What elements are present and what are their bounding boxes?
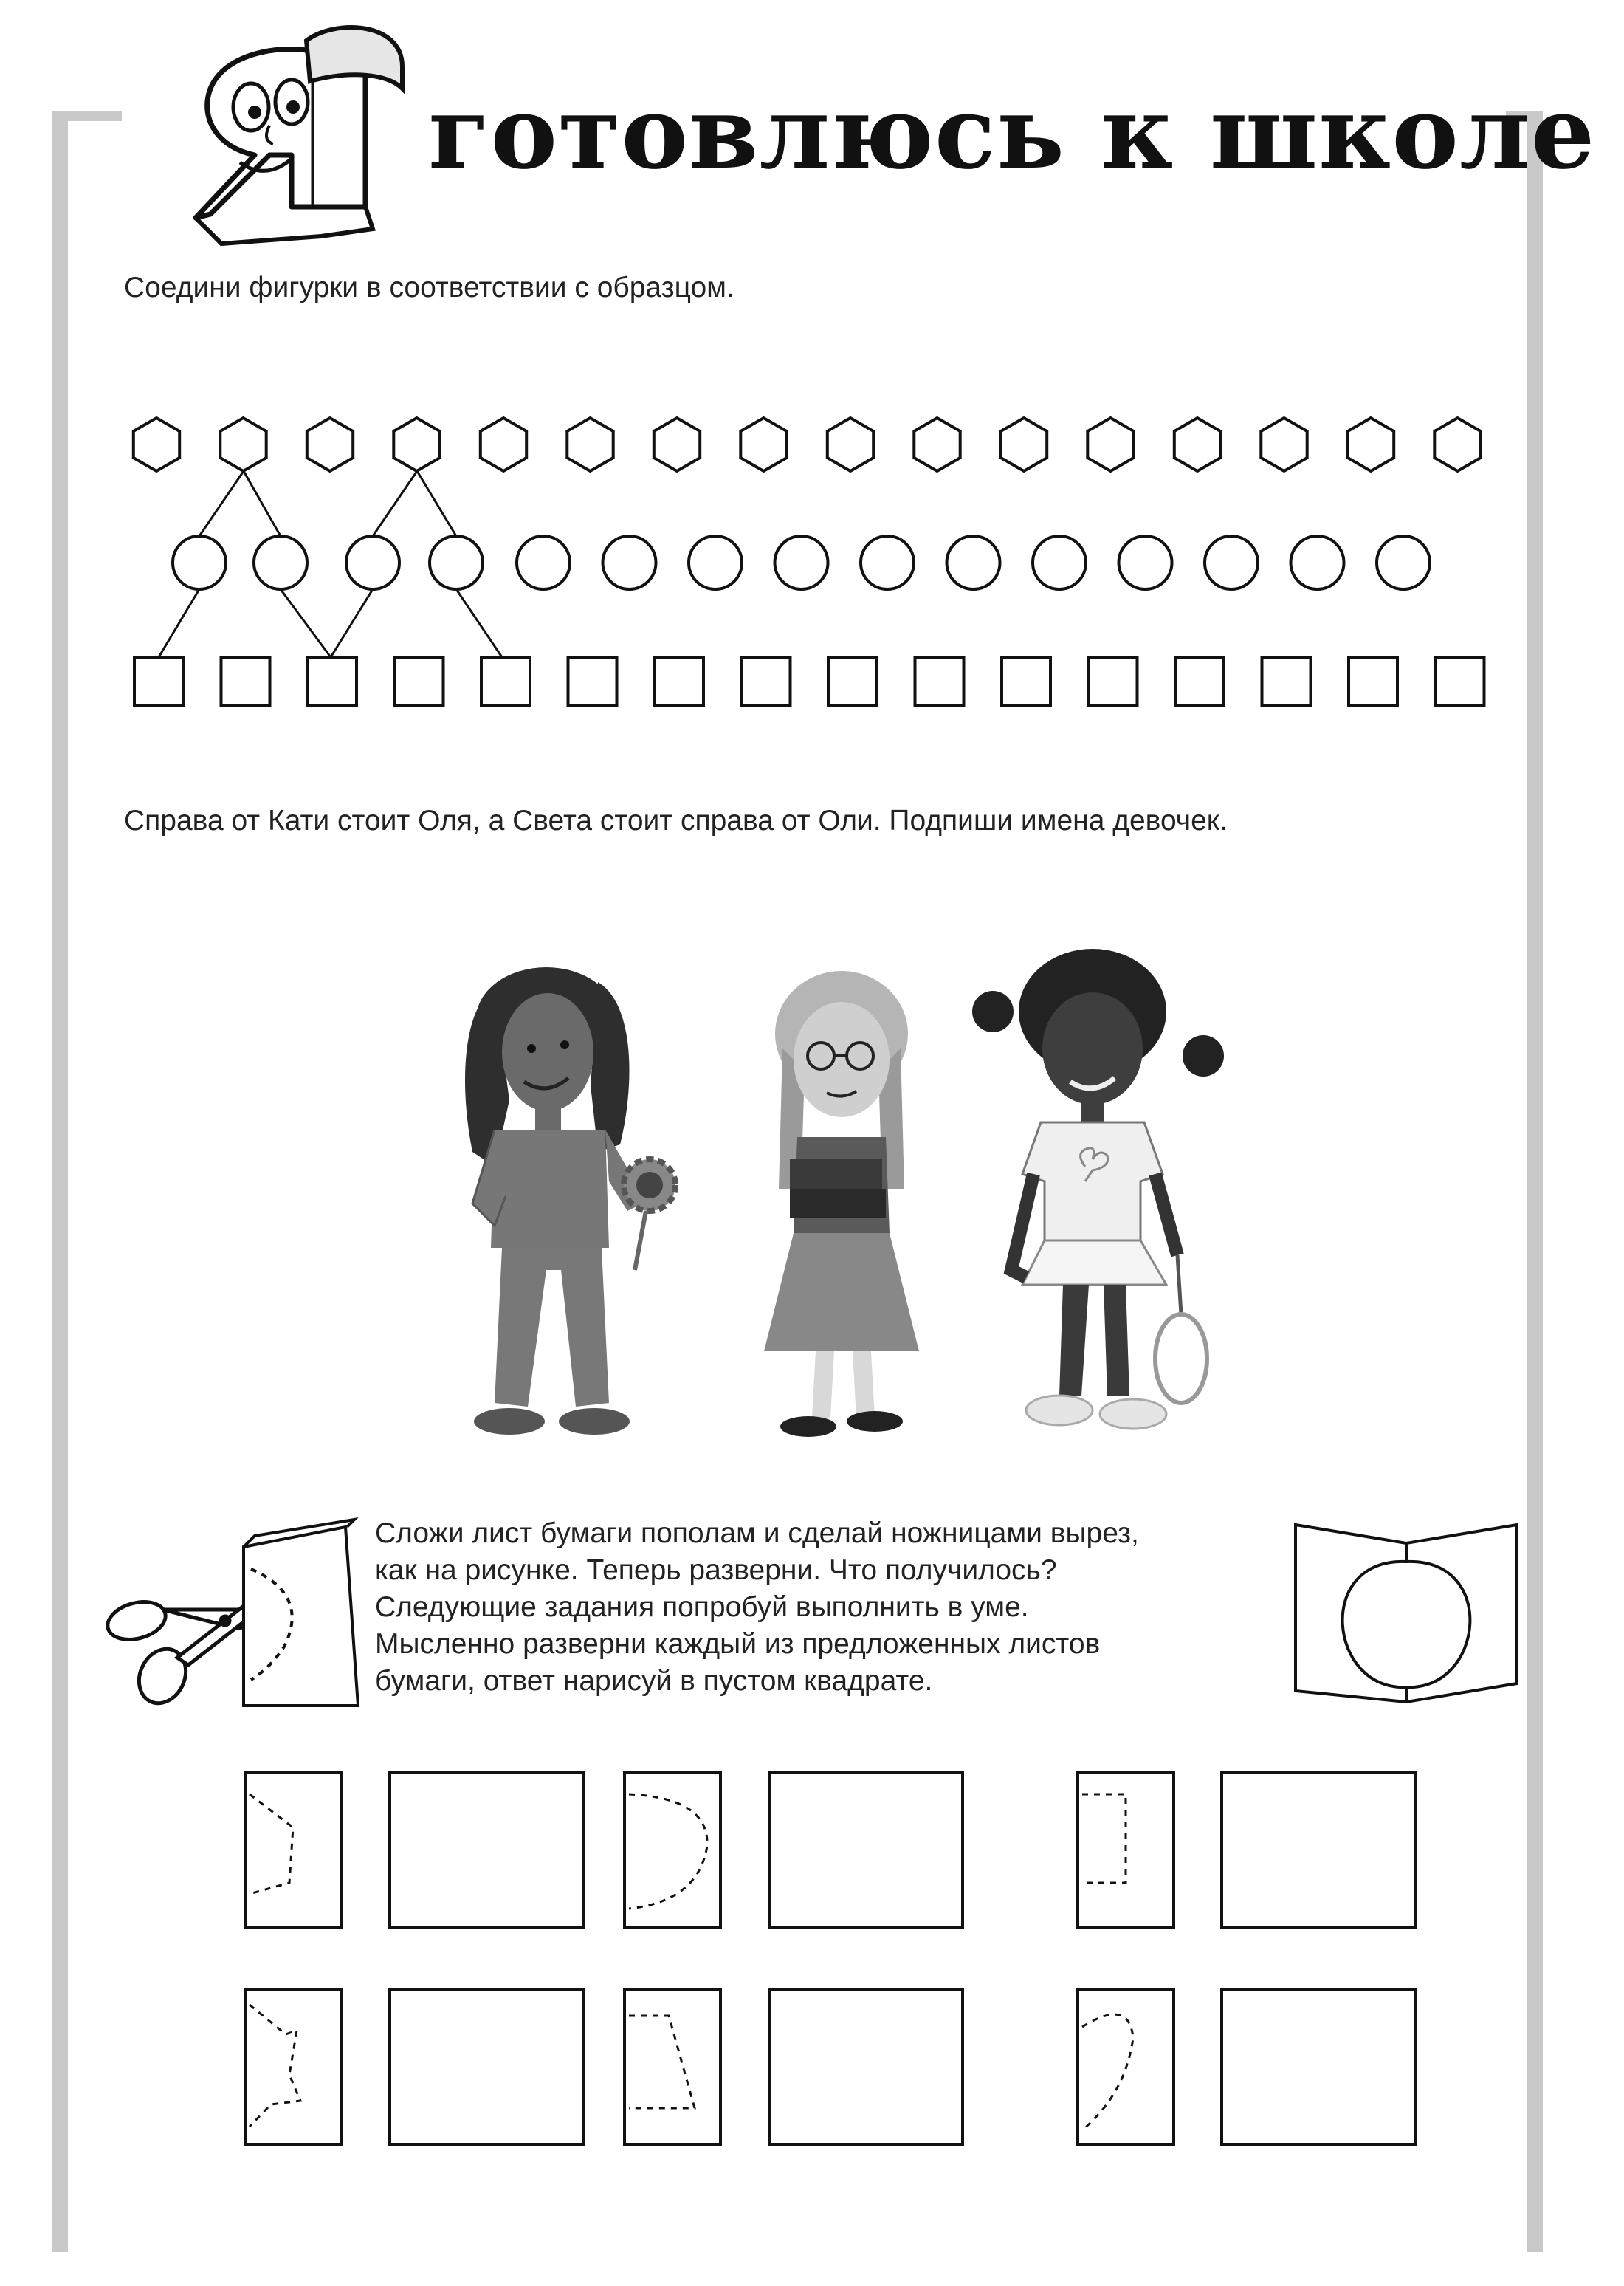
answer-box xyxy=(769,1990,963,2145)
task3-line-5: бумаги, ответ нарисуй в пустом квадрате. xyxy=(375,1665,933,1697)
answer-box xyxy=(1222,1772,1415,1927)
folded-sheet xyxy=(245,1772,341,1927)
task3-instruction xyxy=(375,1515,1139,1700)
task3-line-1: Сложи лист бумаги пополам и сделай ножницами вырез, xyxy=(375,1517,1139,1549)
unfolded-result-sample xyxy=(1296,1525,1517,1702)
folded-sheet-sample xyxy=(244,1520,358,1706)
task3-line-4: Мысленно разверни каждый из предложенных листов xyxy=(375,1628,1101,1660)
answer-box xyxy=(390,1990,583,2145)
answer-box xyxy=(1222,1990,1415,2145)
task3-line-2: как на рисунке. Теперь разверни. Что получилось? xyxy=(375,1554,1057,1586)
task3-line-3: Следующие задания попробуй выполнить в уме. xyxy=(375,1591,1029,1623)
page-title: готовлюсь к школе xyxy=(428,74,1596,192)
answer-box xyxy=(769,1772,963,1927)
task2-instruction: Справа от Кати стоит Оля, а Света стоит справа от Оли. Подпиши имена девочек. xyxy=(124,805,1228,837)
folded-sheet xyxy=(625,1990,720,2145)
task1-instruction: Соедини фигурки в соответствии с образцом. xyxy=(124,272,734,303)
answer-box xyxy=(390,1772,583,1927)
